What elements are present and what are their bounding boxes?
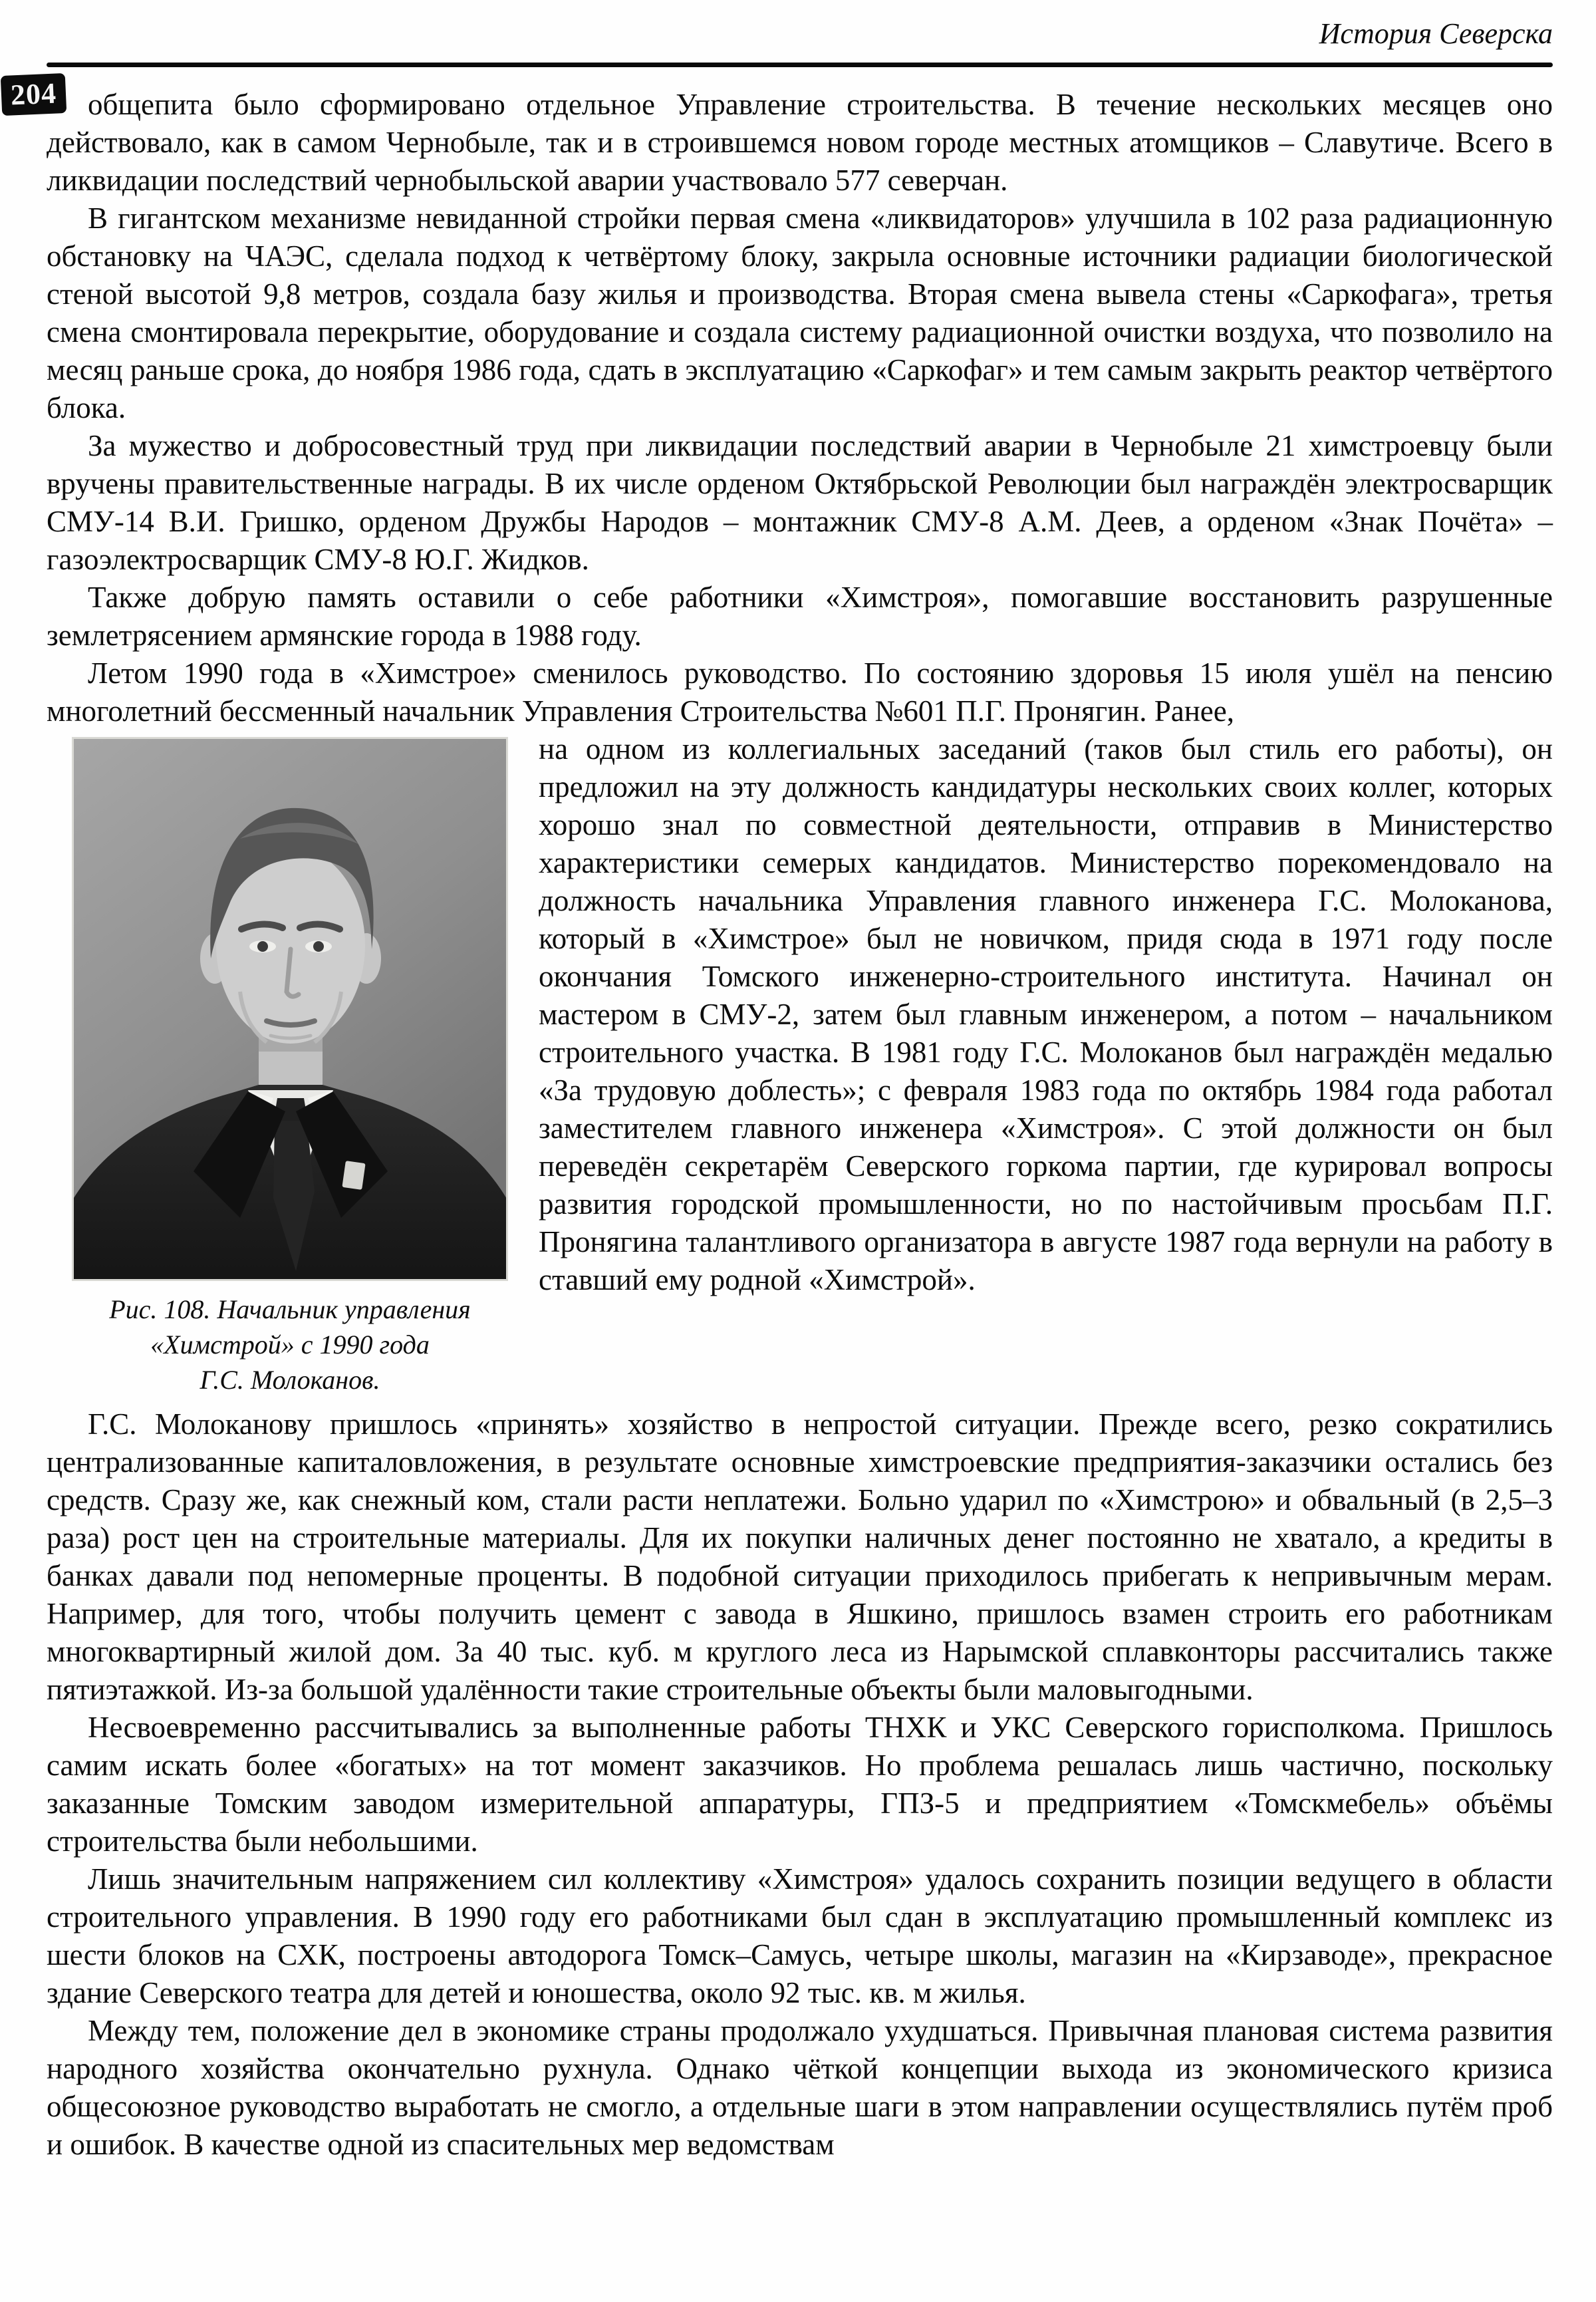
caption-line-3: Г.С. Молоканов. <box>200 1365 380 1395</box>
paragraph-4: Также добрую память оставили о себе работники «Химстроя», помогавшие восстановить разрушенные землетрясением армянские города в 1988 году. <box>47 581 1553 652</box>
paragraph-5-intro: Летом 1990 года в «Химстрое» сменилось руководство. По состоянию здоровья 15 июля ушёл на пенсию многолетний бессменный начальник Управления Строительства №601 П.Г. Пронягин. Ранее, <box>47 656 1553 728</box>
caption-line-1: Рис. 108. Начальник управления <box>109 1294 471 1324</box>
paragraph-1: общепита было сформировано отдельное Управление строительства. В течение нескольких месяцев оно действовало, как в самом Чернобыле, так и в строившемся новом городе местных атомщиков – Славутиче. Всего в ликвидации последствий чернобыльской аварии участвовало 577 северчан. <box>47 88 1553 197</box>
figure-caption <box>72 1292 508 1397</box>
paragraph-6: Г.С. Молоканову пришлось «принять» хозяйство в непростой ситуации. Прежде всего, резко сократились централизованные капиталовложения, в результате основные химстроевские предприятия-заказчики остались без средств. Сразу же, как снежный ком, стали расти неплатежи. Больно ударил по «Химстрою» и обвальный (в 2,5–3 раза) рост цен на строительные материалы. Для их покупки наличных денег постоянно не хватало, а кредиты в банках давали под непомерные проценты. В подобной ситуации приходилось прибегать к непривычным мерам. Например, для того, чтобы получить цемент с завода в Яшкино, пришлось взамен строить его работникам многоквартирный жилой дом. За 40 тыс. куб. м круглого леса из Нарымской сплавконторы рассчитались также пятиэтажкой. Из-за большой удалённости такие строительные объекты были маловыгодными. <box>47 1407 1553 1706</box>
figure-108 <box>72 737 508 1397</box>
body-text <box>47 86 1553 2164</box>
paragraph-7: Несвоевременно рассчитывались за выполненные работы ТНХК и УКС Северского горисполкома. Пришлось самим искать более «богатых» на тот момент заказчиков. Но проблема решалась лишь частично, поскольку заказанные Томским заводом измерительной аппаратуры, ГПЗ-5 и предприятием «Томскмебель» объёмы строительства были небольшими. <box>47 1711 1553 1858</box>
caption-line-2: «Химстрой» с 1990 года <box>150 1330 430 1360</box>
paragraph-9: Между тем, положение дел в экономике страны продолжало ухудшаться. Привычная плановая система развития народного хозяйства окончательно рухнула. Однако чёткой концепции выхода из экономического кризиса общесоюзное руководство выработать не смогло, а отдельные шаги в этом направлении осуществлялись путём проб и ошибок. В качестве одной из спасительных мер ведомствам <box>47 2014 1553 2161</box>
paragraph-8: Лишь значительным напряжением сил коллективу «Химстроя» удалось сохранить позиции ведущего в области строительного управления. В 1990 году его работниками был сдан в эксплуатацию промышленный комплекс из шести блоков на СХК, построены автодорога Томск–Самусь, четыре школы, магазин на «Кирзаводе», прекрасное здание Северского театра для детей и юношества, около 92 тыс. кв. м жилья. <box>47 1862 1553 2009</box>
running-head-title: История Северска <box>1319 17 1553 50</box>
paragraph-5-continued: на одном из коллегиальных заседаний (таков был стиль его работы), он предложил на эту должность кандидатуры нескольких своих коллег, которых хорошо знал по совместной деятельности, отправив в Министерство характеристики семерых кандидатов. Министерство порекомендовало на должность начальника Управления главного инженера Г.С. Молоканова, который в «Химстрое» был не новичком, придя сюда в 1971 году после окончания Томского инженерно-строительного института. Начинал он мастером в СМУ-2, затем был главным инженером, а потом – начальником строительного участка. В 1981 году Г.С. Молоканов был награждён медалью «За трудовую доблесть»; с февраля 1983 года по октябрь 1984 года работал заместителем главного инженера «Химстроя». С этой должности он был переведён секретарём Северского горкома партии, где курировал вопросы развития городской промышленности, но по настойчивым просьбам П.Г. Пронягина талантливого организатора в августе 1987 года вернули на работу в ставший ему родной «Химстрой». <box>539 732 1553 1296</box>
paragraph-2: В гигантском механизме невиданной стройки первая смена «ликвидаторов» улучшила в 102 раза радиационную обстановку на ЧАЭС, сделала подход к четвёртому блоку, закрыла основные источники радиации биологической стеной высотой 9,8 метров, создала базу жилья и производства. Вторая смена вывела стены «Саркофага», третья смена смонтировала перекрытие, оборудование и создала систему радиационной очистки воздуха, что позволило на месяц раньше срока, до ноября 1986 года, сдать в эксплуатацию «Саркофаг» и тем самым закрыть реактор четвёртого блока. <box>47 202 1553 424</box>
page-number-badge: 204 <box>1 73 67 116</box>
paragraph-3: За мужество и добросовестный труд при ликвидации последствий аварии в Чернобыле 21 химстроевцу были вручены правительственные награды. В их числе орденом Октябрьской Революции был награждён электросварщик СМУ-14 В.И. Гришко, орденом Дружбы Народов – монтажник СМУ-8 А.М. Деев, а орденом «Знак Почёта» – газоэлектросварщик СМУ-8 Ю.Г. Жидков. <box>47 429 1553 576</box>
header-rule <box>47 63 1553 67</box>
page-header <box>47 0 1553 51</box>
badge-pin <box>342 1161 365 1190</box>
portrait-photo <box>72 737 508 1281</box>
